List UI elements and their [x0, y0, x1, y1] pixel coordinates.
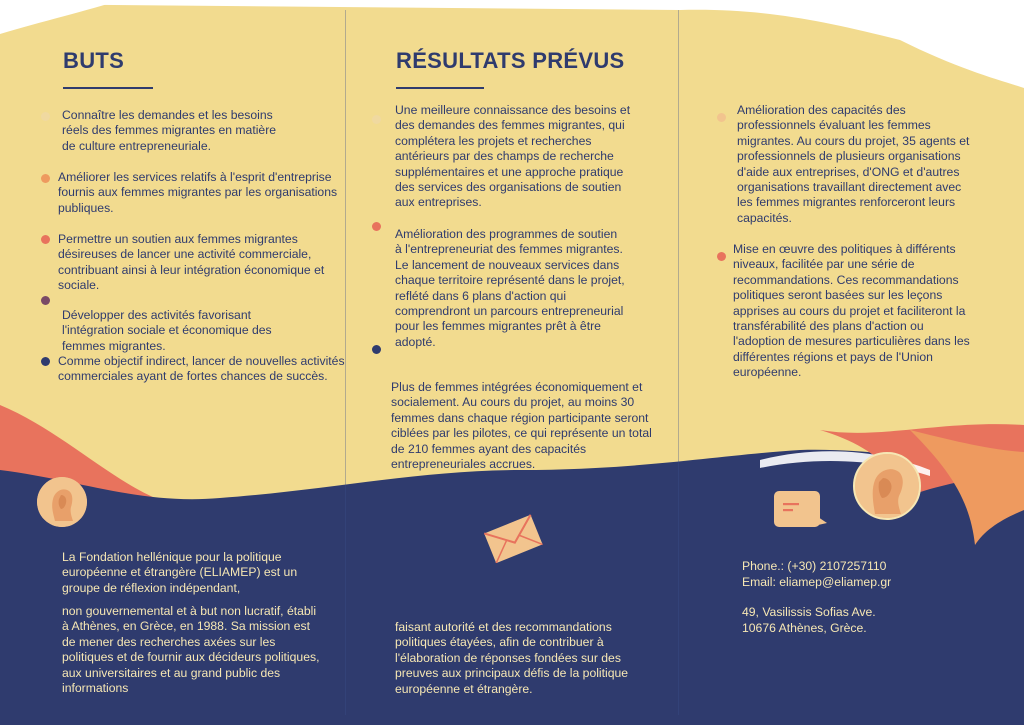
bullet-dot — [372, 345, 381, 354]
heading-resultats: RÉSULTATS PRÉVUS — [396, 48, 625, 73]
list-item: Une meilleure connaissance des besoins et des demandes des femmes migrantes, qui complétera les projets et recherches antérieurs par des champs de recherche supplémentaires et une approche pratique des services des organisations de soutien aux entreprises. — [395, 103, 631, 210]
bullet-dot — [41, 357, 50, 366]
list-item: Développer des activités favorisant l'intégration sociale et économique des femmes migrantes. — [62, 308, 272, 353]
contact-phone: Phone.: (+30) 2107257110 — [742, 559, 887, 573]
list-item: Comme objectif indirect, lancer de nouvelles activités commerciales ayant de fortes chances de succès. — [58, 354, 345, 384]
bullet-dot — [717, 113, 726, 122]
bullet-dot — [372, 222, 381, 231]
bullet-dot — [41, 296, 50, 305]
heading-underline — [63, 87, 153, 89]
woman-avatar-icon — [853, 452, 921, 520]
bullet-dot — [41, 174, 50, 183]
woman-avatar-icon — [37, 477, 87, 527]
contact-address: 49, Vasilissis Sofias Ave. — [742, 605, 876, 619]
list-item: Amélioration des capacités des professionnels évaluant les femmes migrantes. Au cours du projet, 35 agents et professionnels de plusieurs organisations d'aide aux entreprises, d'ONG et d'autres organisations travaillant directement avec les femmes migrantes renforceront leurs capacités. — [737, 103, 970, 225]
chat-bubble-icon — [772, 489, 828, 531]
bullet-dot — [41, 235, 50, 244]
bullet-dot — [717, 252, 726, 261]
list-item: Mise en œuvre des politiques à différents niveaux, facilitée par une série de recommandations. Ces recommandations politiques seront basées sur les leçons apprises au cours du projet et faciliteront la transférabilité des plans d'action ou l'adoption de mesures particulières dans les différentes régions et pays de l'Union européenne. — [733, 242, 970, 380]
bullet-dot — [372, 115, 381, 124]
bullet-dot — [41, 112, 50, 121]
list-item: Améliorer les services relatifs à l'esprit d'entreprise fournis aux femmes migrantes par les organisations publiques. — [58, 170, 338, 215]
fold-line — [678, 10, 679, 715]
list-item: Permettre un soutien aux femmes migrantes désireuses de lancer une activité commerciale, contribuant ainsi à leur intégration économique et sociale. — [58, 232, 325, 293]
heading-underline — [396, 87, 484, 89]
heading-buts: BUTS — [63, 48, 125, 73]
footer-text: faisant autorité et des recommandations politiques étayées, afin de contribuer à l'élaboration de réponses fondées sur des preuves aux principaux défis de la politique européenne et étrangère. — [395, 620, 629, 696]
footer-text: non gouvernemental et à but non lucratif, établi à Athènes, en Grèce, en 1988. Sa mission est de mener des recherches axées sur les politiques et de fournir aux décideurs politiques, aux universitaires et au grand public des informations — [62, 604, 320, 696]
list-item: Connaître les demandes et les besoins réels des femmes migrantes en matière de culture entrepreneuriale. — [62, 108, 277, 153]
envelope-icon — [482, 513, 544, 563]
list-item: Plus de femmes intégrées économiquement et socialement. Au cours du projet, au moins 30 femmes dans chaque région participante seront ciblées par les pilotes, ce qui représente un total de 210 femmes ayant des capacités entrepreneuriales accrues. — [391, 380, 652, 472]
footer-text: La Fondation hellénique pour la politique européenne et étrangère (ELIAMEP) est un groupe de réflexion indépendant, — [62, 550, 298, 595]
contact-email: Email: eliamep@eliamep.gr — [742, 575, 892, 589]
contact-address: 10676 Athènes, Grèce. — [742, 621, 867, 635]
list-item: Amélioration des programmes de soutien à l'entrepreneuriat des femmes migrantes. Le lancement de nouveaux services dans chaque territoire représenté dans le projet, reflété dans 6 plans d'action qui comprendront un parcours entrepreneurial pour les femmes migrantes prêt à être adopté. — [395, 227, 625, 349]
